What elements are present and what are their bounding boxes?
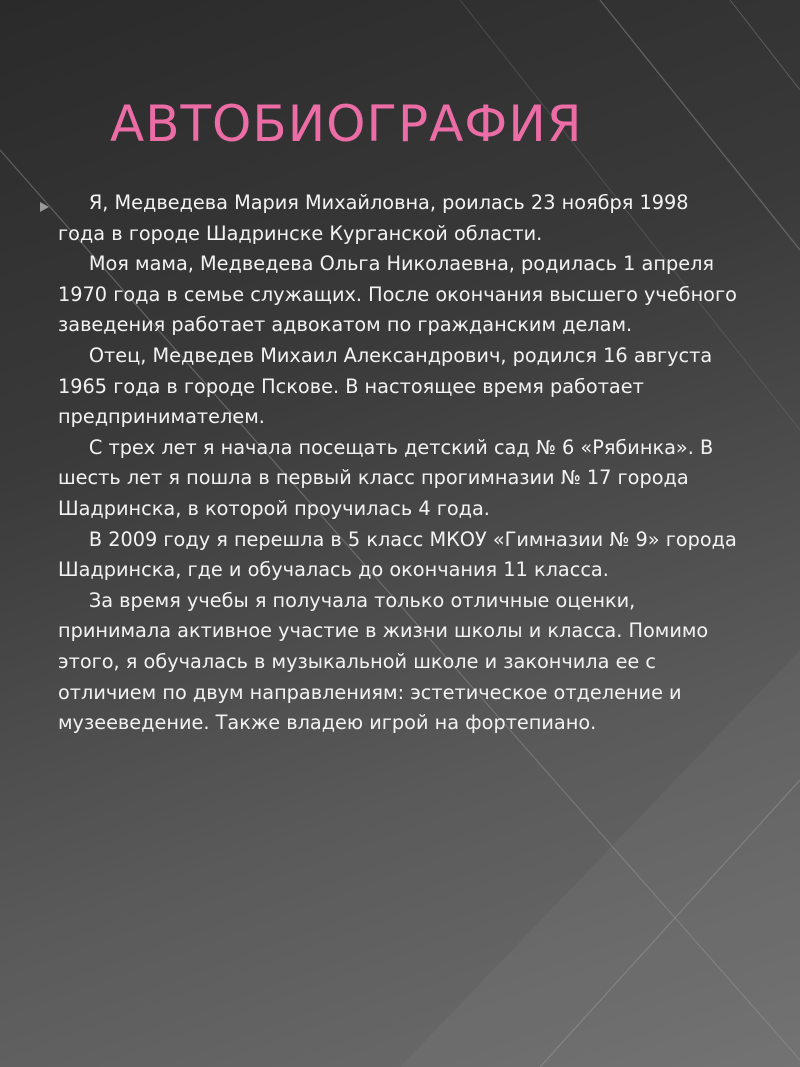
- paragraph-achievements: За время учебы я получала только отличные оценки, принимала активное участие в жизни школы и класса. Помимо этого, я обучалась в музыкальной школе и закончила ее с отличием по двум направлениям: эстетическое отделение и музееведение. Также владею игрой на фортепиано.: [58, 588, 709, 735]
- bullet-marker-icon: [40, 202, 49, 212]
- slide-title: АВТОБИОГРАФИЯ: [110, 95, 583, 153]
- paragraph-kindergarten: С трех лет я начала посещать детский сад № 6 «Рябинка». В шесть лет я пошла в первый класс прогимназии № 17 города Шадринска, в которой проучилась 4 года.: [58, 435, 714, 520]
- paragraph-father: Отец, Медведев Михаил Александрович, родился 16 августа 1965 года в городе Пскове. В настоящее время работает предпринимателем.: [58, 343, 713, 429]
- biography-text: [58, 188, 738, 739]
- paragraph-birth: Я, Медведева Мария Михайловна, роилась 23 ноября 1998 года в городе Шадринске Курганской области.: [58, 191, 689, 245]
- paragraph-mother: Моя мама, Медведева Ольга Николаевна, родилась 1 апреля 1970 года в семье служащих. После окончания высшего учебного заведения работает адвокатом по гражданским делам.: [58, 252, 737, 337]
- paragraph-gymnasium: В 2009 году я перешла в 5 класс МКОУ «Гимназии № 9» города Шадринска, где и обучалась до окончания 11 класса.: [58, 527, 737, 582]
